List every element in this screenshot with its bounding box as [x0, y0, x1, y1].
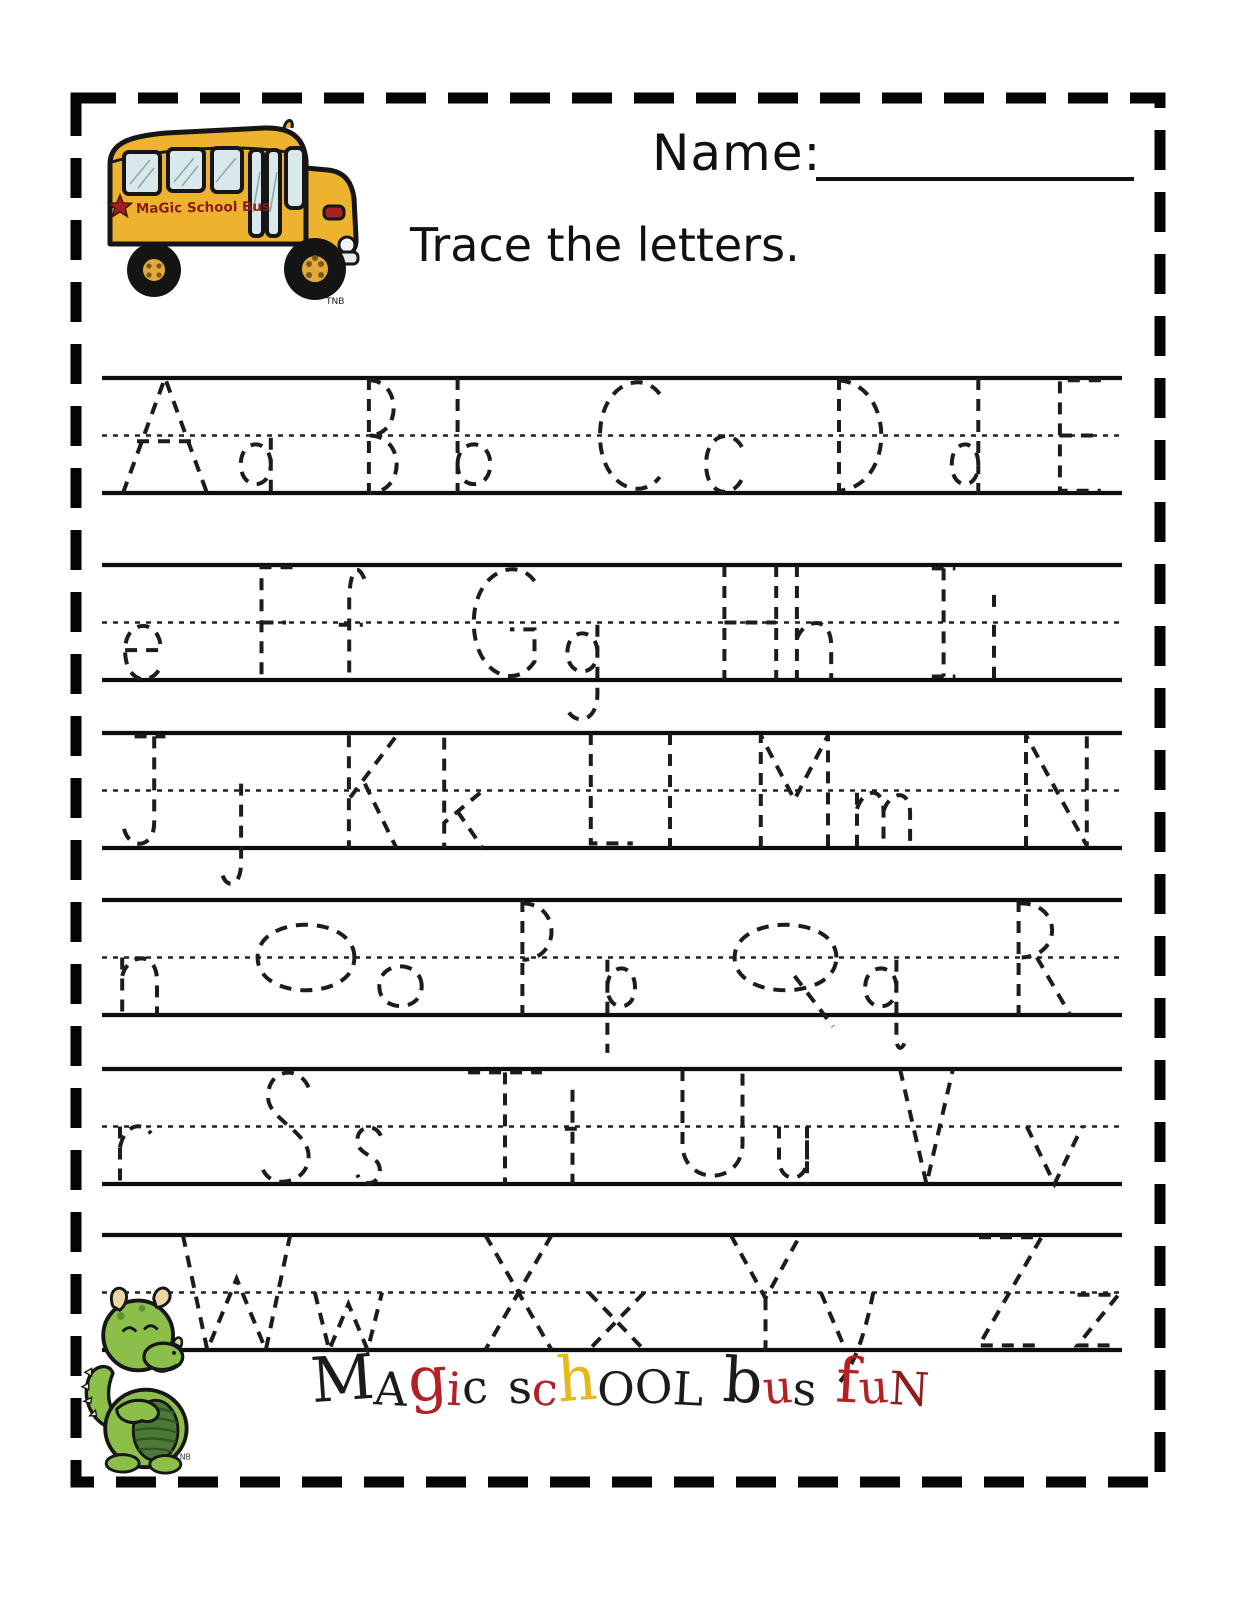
bus-front-wheel [284, 238, 346, 300]
footer-letter: N [887, 1360, 931, 1418]
trace-row-1 [100, 374, 1140, 549]
trace-letter-g [566, 625, 597, 720]
trace-letter-t [565, 1090, 582, 1184]
trace-letter-Z [979, 1237, 1041, 1345]
footer-letter: h [554, 1340, 600, 1417]
trace-letter-q [865, 960, 906, 1048]
trace-row-4 [100, 896, 1140, 1071]
trace-letter-O [258, 925, 355, 991]
trace-letter-L [591, 733, 633, 843]
footer-letter: f [834, 1343, 862, 1418]
trace-letter-U [683, 1069, 743, 1176]
trace-letter-m [857, 793, 910, 848]
dragon-signature: TNB [174, 1452, 191, 1462]
dragon-spot-2 [139, 1305, 146, 1312]
trace-letter-N [1026, 733, 1087, 848]
footer-letter: b [721, 1343, 765, 1418]
trace-letter-T [468, 1072, 542, 1184]
footer-letter: c [530, 1361, 559, 1417]
name-label: Name: [652, 124, 822, 182]
trace-letter-F [262, 567, 293, 680]
trace-letter-j [221, 784, 241, 884]
trace-row-2 [100, 561, 1140, 736]
trace-letter-v [1027, 1127, 1082, 1185]
trace-row-5 [100, 1065, 1140, 1240]
trace-letter-s [357, 1127, 381, 1183]
trace-letter-x [589, 1293, 644, 1351]
dragon-spot-1 [117, 1312, 125, 1320]
bus-side-text: MaGic School Bus [135, 198, 271, 217]
footer-title [100, 1339, 1140, 1418]
trace-letter-e [125, 626, 161, 679]
trace-letter-Q [735, 925, 837, 1027]
page-title: Trace the letters. [410, 218, 800, 272]
bus-window-2 [168, 149, 204, 191]
footer-space [816, 1409, 836, 1410]
trace-row-3 [100, 729, 1140, 904]
trace-letter-o [379, 966, 421, 1006]
bus-window-1 [124, 152, 160, 194]
trace-letter-f [339, 570, 365, 680]
trace-letter-u [779, 1127, 807, 1185]
trace-letter-r [120, 1126, 151, 1184]
footer-letter: A [373, 1361, 410, 1417]
footer-space [703, 1409, 723, 1410]
trace-letter-c [706, 436, 742, 492]
bus-windshield [286, 148, 304, 208]
trace-letter-n [122, 958, 157, 1016]
dragon-horn-right [154, 1288, 170, 1307]
dragon-foot-left [106, 1455, 139, 1472]
footer-letter: i [446, 1361, 464, 1417]
name-field-line [816, 177, 1134, 181]
bus-signature: TNB [326, 297, 345, 307]
footer-letter: L [671, 1361, 705, 1417]
footer-letter: c [460, 1359, 490, 1415]
footer-letter: O [632, 1358, 675, 1416]
trace-letter-P [522, 900, 551, 1015]
footer-letter: O [595, 1361, 637, 1417]
trace-letter-X [485, 1235, 551, 1350]
trace-letter-k [444, 738, 482, 848]
footer-letter: g [405, 1340, 450, 1417]
trace-letter-a [241, 438, 271, 493]
footer-letter: s [505, 1359, 534, 1415]
trace-letter-p [607, 960, 635, 1053]
trace-letter-G [474, 569, 535, 676]
trace-letter-b [458, 378, 491, 493]
school-bus-illustration [88, 112, 366, 312]
footer-letter: s [791, 1361, 818, 1417]
footer-letter: u [760, 1359, 795, 1415]
bus-rear-wheel [127, 243, 181, 297]
bus-roof-marker [284, 121, 292, 129]
trace-letter-h [797, 565, 831, 680]
trace-letter-H [724, 565, 776, 680]
dragon-horn-left [111, 1288, 126, 1310]
bus-marker-light [324, 206, 344, 219]
footer-letter: u [857, 1359, 891, 1415]
footer-letter: M [308, 1339, 377, 1418]
trace-letter-z [1078, 1295, 1119, 1346]
